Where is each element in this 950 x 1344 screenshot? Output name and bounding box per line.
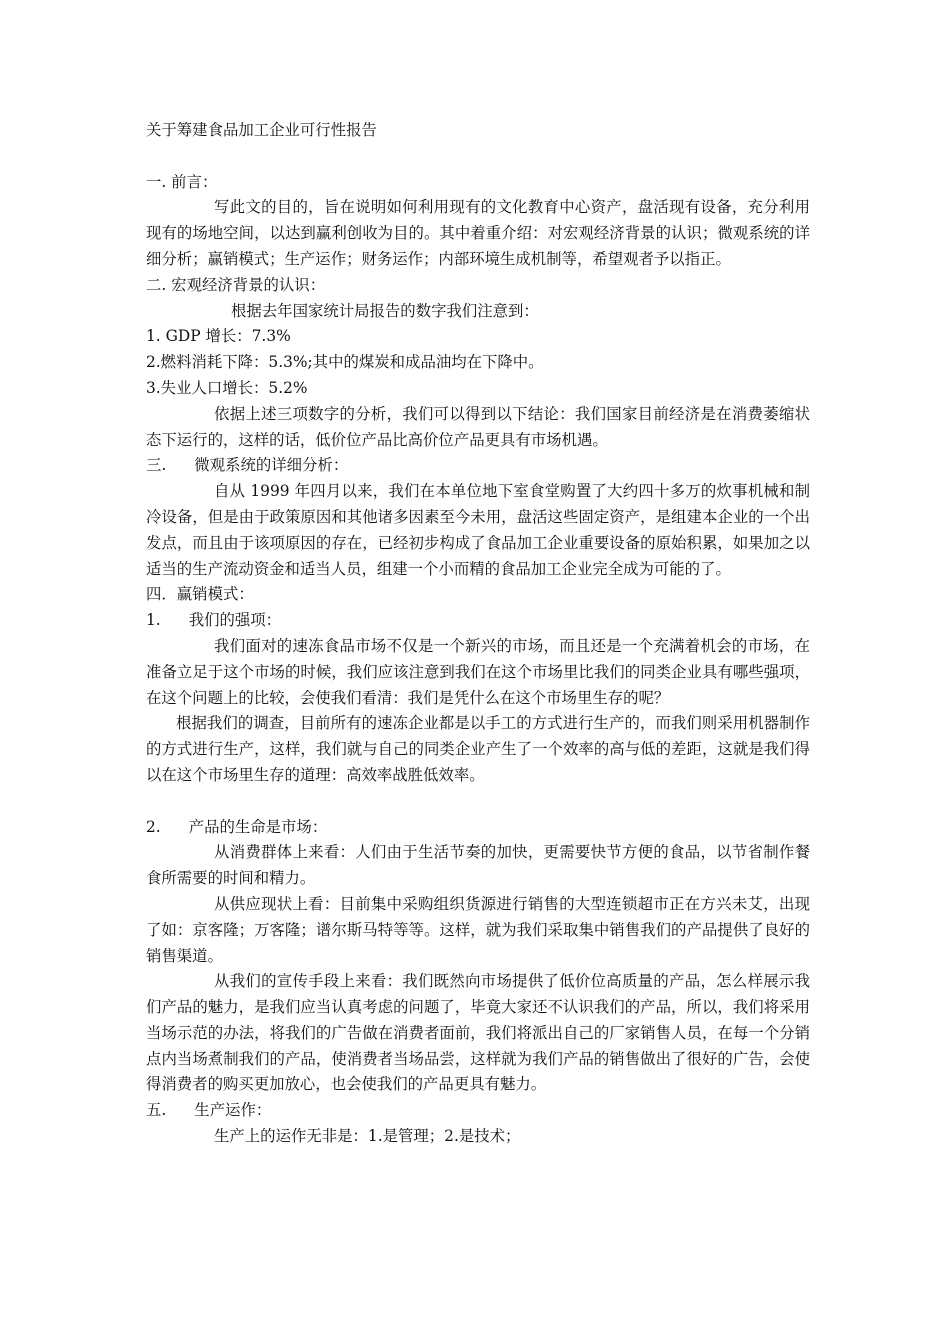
section-5-paragraph: 生产上的运作无非是：1.是管理；2.是技术； [214, 1127, 521, 1146]
section-3-title: 微观系统的详细分析： [194, 456, 349, 475]
section-3-paragraph: 自从 1999 年四月以来，我们在本单位地下室食堂购置了大约四十多万的炊事机械和制冷设备，但是由于政策原因和其他诸多因素至今未用，盘活这些固定资产，是组建本企业的一个出发点，而且由于该项原因的存在，已经初步构成了食品加工企业重要设备的原始积累，如果加之以适当的生产流动资金和适当人员，组建一个小而精的食品加工企业完全成为可能的了。 [146, 482, 810, 578]
document-title: 关于筹建食品加工企业可行性报告 [146, 121, 377, 139]
section-1-paragraph: 写此文的目的，旨在说明如何利用现有的文化教育中心资产，盘活现有设备，充分利用现有的场地空间，以达到赢利创收为目的。其中着重介绍：对宏观经济背景的认识；微观系统的详细分析；赢销模式；生产运作；财务运作；内部环境生成机制等，希望观者予以指正。 [146, 198, 810, 268]
section-4-sub-2-heading [146, 815, 810, 841]
section-4-heading: 四．赢销模式： [146, 585, 254, 604]
document-page [146, 118, 810, 1150]
section-4-sub-1-paragraph-2: 根据我们的调查，目前所有的速冻企业都是以手工的方式进行生产的，而我们则采用机器制作的方式进行生产，这样，我们就与自己的同类企业产生了一个效率的高与低的差距，这就是我们得以在这个市场里生存的道理：高效率战胜低效率。 [146, 714, 810, 784]
section-2-item-1: 1. GDP 增长：7.3% [146, 327, 291, 346]
section-1-heading: 一. 前言： [146, 172, 218, 191]
section-4-sub-2-paragraph-2: 从供应现状上看：目前集中采购组织货源进行销售的大型连锁超市正在方兴未艾，出现了如：京客隆；万客隆；谱尔斯马特等等。这样，就为我们采取集中销售我们的产品提供了良好的销售渠道。 [146, 894, 810, 965]
section-2-intro: 根据去年国家统计局报告的数字我们注意到： [231, 301, 539, 320]
blank-line [146, 789, 810, 815]
section-5-title: 生产运作： [194, 1101, 272, 1120]
section-5-heading [146, 1098, 810, 1124]
section-5-number: 五. [146, 1101, 167, 1120]
section-2-heading: 二. 宏观经济背景的认识： [146, 275, 326, 294]
section-2-item-3: 3.失业人口增长：5.2% [146, 378, 308, 397]
section-2-item-2: 2.燃料消耗下降：5.3%;其中的煤炭和成品油均在下降中。 [146, 353, 544, 372]
section-4-sub-1-title: 我们的强项： [188, 611, 282, 630]
section-4-sub-1-paragraph-1: 我们面对的速冻食品市场不仅是一个新兴的市场，而且还是一个充满着机会的市场，在准备立足于这个市场的时候，我们应该注意到我们在这个市场里比我们的同类企业具有哪些强项，在这个问题上的比较，会使我们看清：我们是凭什么在这个市场里生存的呢？ [146, 636, 810, 707]
section-3-heading [146, 453, 810, 479]
section-4-sub-2-title: 产品的生命是市场： [188, 817, 328, 836]
section-3-number: 三. [146, 456, 167, 475]
section-4-sub-2-paragraph-3: 从我们的宣传手段上来看：我们既然向市场提供了低价位高质量的产品，怎么样展示我们产品的魅力，是我们应当认真考虑的问题了，毕竟大家还不认识我们的产品，所以，我们将采用当场示范的办法，将我们的广告做在消费者面前，我们将派出自己的厂家销售人员，在每一个分销点内当场煮制我们的产品，使消费者当场品尝，这样就为我们产品的销售做出了很好的广告，会使得消费者的购买更加放心，也会使我们的产品更具有魅力。 [146, 972, 810, 1094]
section-4-sub-1-heading [146, 608, 810, 634]
section-2-conclusion: 依据上述三项数字的分析，我们可以得到以下结论：我们国家目前经济是在消费萎缩状态下运行的，这样的话，低价位产品比高价位产品更具有市场机遇。 [146, 404, 810, 449]
section-4-sub-2-paragraph-1: 从消费群体上来看：人们由于生活节奏的加快，更需要快节方便的食品，以节省制作餐食所需要的时间和精力。 [146, 843, 810, 888]
section-4-sub-2-number: 2. [146, 817, 161, 836]
section-4-sub-1-number: 1. [146, 611, 161, 630]
